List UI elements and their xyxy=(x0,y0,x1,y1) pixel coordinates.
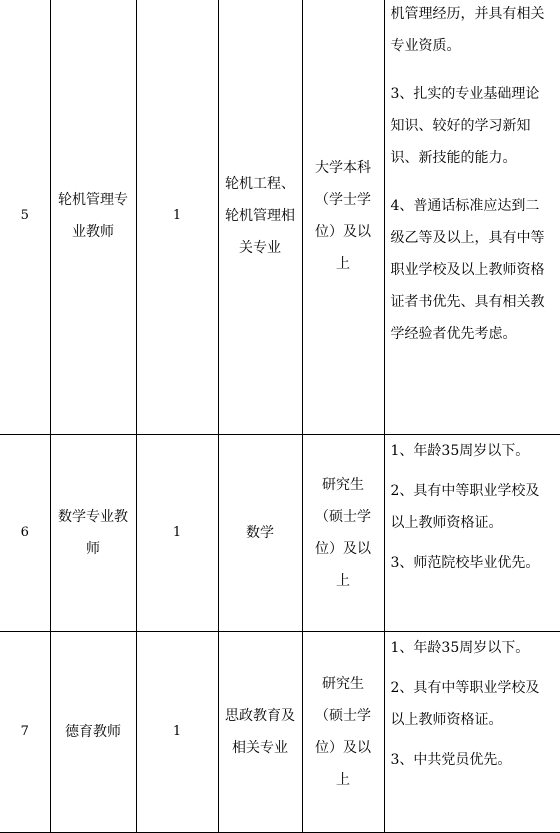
position-cell xyxy=(50,632,136,833)
requirement-item: 3、师范院校毕业优先。 xyxy=(385,547,560,579)
row-number: 5 xyxy=(0,0,50,435)
degree-text: 研究生（硕士学位）及以上 xyxy=(303,469,384,597)
requirement-item: 1、年龄35周岁以下。 xyxy=(385,435,560,467)
position-cell xyxy=(50,0,136,435)
degree-text: 大学本科（学士学位）及以上 xyxy=(303,152,384,280)
major-text: 数学 xyxy=(219,517,302,549)
requirement-item: 3、中共党员优先。 xyxy=(385,744,560,776)
position-text: 数学专业教师 xyxy=(51,501,136,565)
major-text: 轮机工程、轮机管理相关专业 xyxy=(219,168,302,264)
major-text: 思政教育及相关专业 xyxy=(219,700,302,764)
table-row xyxy=(0,632,560,833)
degree-cell xyxy=(302,0,384,435)
row-number: 6 xyxy=(0,435,50,632)
position-cell xyxy=(50,435,136,632)
count-cell: 1 xyxy=(136,435,218,632)
requirements-cell xyxy=(384,0,560,435)
requirements-cell xyxy=(384,632,560,833)
table-row xyxy=(0,435,560,632)
position-text: 轮机管理专业教师 xyxy=(51,184,136,248)
position-text: 德育教师 xyxy=(51,716,136,748)
major-cell xyxy=(218,0,302,435)
requirement-item: 1、年龄35周岁以下。 xyxy=(385,632,560,664)
major-cell xyxy=(218,632,302,833)
major-cell xyxy=(218,435,302,632)
requirements-cell xyxy=(384,435,560,632)
requirement-item: 机管理经历，并具有相关专业资质。 xyxy=(385,0,560,62)
degree-cell xyxy=(302,632,384,833)
requirement-item: 2、具有中等职业学校及以上教师资格证。 xyxy=(385,672,560,736)
degree-text: 研究生（硕士学位）及以上 xyxy=(303,668,384,796)
count-cell: 1 xyxy=(136,0,218,435)
row-number: 7 xyxy=(0,632,50,833)
count-cell: 1 xyxy=(136,632,218,833)
requirement-item: 4、普通话标准应达到二级乙等及以上，具有中等职业学校及以上教师资格证者书优先、具有相关教学经验者优先考虑。 xyxy=(385,190,560,350)
requirement-item: 2、具有中等职业学校及以上教师资格证。 xyxy=(385,475,560,539)
requirement-item: 3、扎实的专业基础理论知识、较好的学习新知识、新技能的能力。 xyxy=(385,78,560,174)
degree-cell xyxy=(302,435,384,632)
